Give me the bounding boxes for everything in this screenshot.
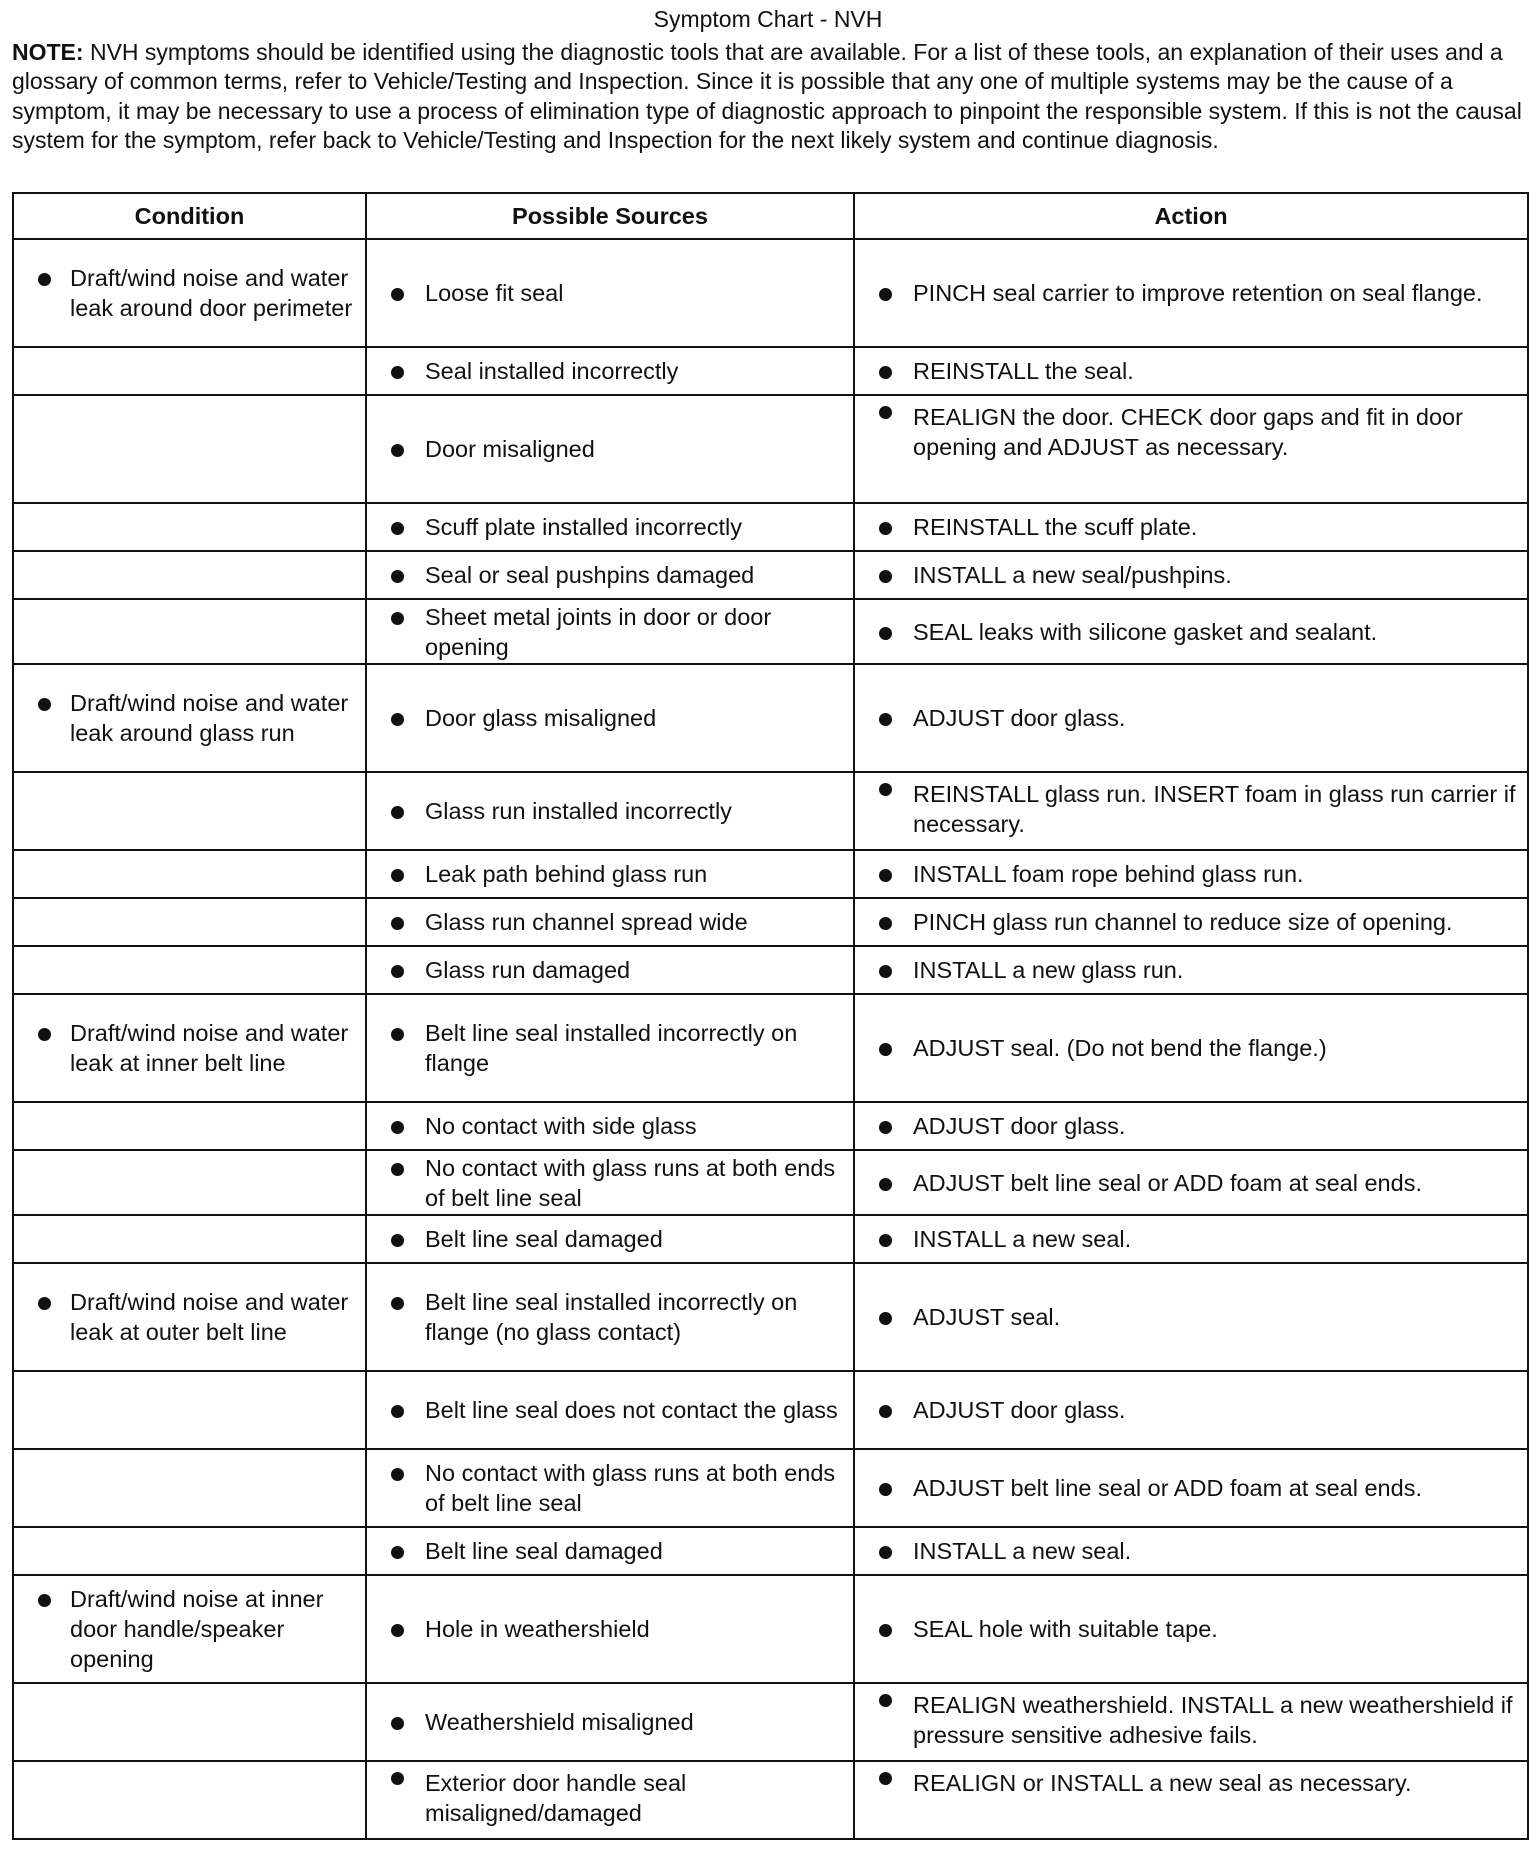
table-row [13,1527,1528,1575]
action-text: ADJUST belt line seal or ADD foam at seal ends. [855,1473,1527,1503]
source-cell [366,1150,854,1215]
condition-text: Draft/wind noise and water leak around glass run [14,688,365,748]
condition-text: Draft/wind noise and water leak at inner belt line [14,1018,365,1078]
symptom-chart-table [12,192,1529,1840]
action-text: ADJUST seal. (Do not bend the flange.) [855,1033,1527,1063]
table-row [13,395,1528,503]
source-cell [366,1449,854,1527]
table-row [13,239,1528,347]
action-text: INSTALL foam rope behind glass run. [855,859,1527,889]
action-text: PINCH seal carrier to improve retention on seal flange. [855,278,1527,308]
condition-cell [13,994,366,1102]
condition-cell [13,395,366,503]
condition-cell [13,1371,366,1449]
table-row [13,1102,1528,1150]
action-text: REINSTALL the seal. [855,356,1527,386]
table-row [13,898,1528,946]
source-text: Exterior door handle seal misaligned/damaged [367,1762,853,1828]
action-text: INSTALL a new glass run. [855,955,1527,985]
condition-cell [13,664,366,772]
action-cell [854,664,1528,772]
source-text: Loose fit seal [367,278,853,308]
source-cell [366,946,854,994]
action-cell [854,395,1528,503]
action-text: ADJUST belt line seal or ADD foam at seal ends. [855,1168,1527,1198]
table-row [13,1449,1528,1527]
source-text: Door misaligned [367,434,853,464]
table-row [13,551,1528,599]
source-text: Belt line seal installed incorrectly on flange (no glass contact) [367,1287,853,1347]
action-text: SEAL hole with suitable tape. [855,1614,1527,1644]
condition-cell [13,1449,366,1527]
source-text: Leak path behind glass run [367,859,853,889]
page-title: Symptom Chart - NVH [653,6,883,32]
source-text: Glass run channel spread wide [367,907,853,937]
source-text: Belt line seal does not contact the glass [367,1395,853,1425]
source-cell [366,239,854,347]
action-text: INSTALL a new seal/pushpins. [855,560,1527,590]
table-row [13,1575,1528,1683]
action-cell [854,1102,1528,1150]
source-cell [366,1761,854,1839]
source-text: Hole in weathershield [367,1614,853,1644]
condition-cell [13,239,366,347]
source-text: Weathershield misaligned [367,1707,853,1737]
action-cell [854,503,1528,551]
source-text: Belt line seal damaged [367,1536,853,1566]
action-text: ADJUST seal. [855,1302,1527,1332]
table-row [13,347,1528,395]
table-row [13,1263,1528,1371]
condition-cell [13,551,366,599]
action-cell [854,1371,1528,1449]
source-cell [366,599,854,664]
condition-text: Draft/wind noise and water leak at outer belt line [14,1287,365,1347]
source-text: Door glass misaligned [367,703,853,733]
source-cell [366,664,854,772]
source-cell [366,1102,854,1150]
action-text: REALIGN the door. CHECK door gaps and fit in door opening and ADJUST as necessary. [855,396,1527,462]
table-row [13,1150,1528,1215]
source-cell [366,1371,854,1449]
action-text: ADJUST door glass. [855,703,1527,733]
source-text: Seal installed incorrectly [367,356,853,386]
table-row [13,664,1528,772]
action-cell [854,946,1528,994]
action-text: REINSTALL the scuff plate. [855,512,1527,542]
action-cell [854,898,1528,946]
table-row [13,1683,1528,1761]
header-possible-sources: Possible Sources [366,193,854,239]
header-condition: Condition [13,193,366,239]
table-row [13,1215,1528,1263]
condition-cell [13,1683,366,1761]
condition-cell [13,1263,366,1371]
source-text: Seal or seal pushpins damaged [367,560,853,590]
source-text: Sheet metal joints in door or door opening [367,602,853,662]
source-text: No contact with glass runs at both ends of belt line seal [367,1153,853,1213]
action-cell [854,850,1528,898]
action-cell [854,1683,1528,1761]
source-cell [366,898,854,946]
note-paragraph [12,38,1527,156]
action-cell [854,239,1528,347]
table-row [13,772,1528,850]
header-action: Action [854,193,1528,239]
action-cell [854,1150,1528,1215]
condition-cell [13,347,366,395]
source-cell [366,1575,854,1683]
condition-cell [13,503,366,551]
action-text: REINSTALL glass run. INSERT foam in glass run carrier if necessary. [855,773,1527,839]
table-row [13,599,1528,664]
table-row [13,994,1528,1102]
action-cell [854,599,1528,664]
note-text: NVH symptoms should be identified using the diagnostic tools that are available. For a list of these tools, an explanation of their uses and a glossary of common terms, refer to Vehicle/Testing and Inspection. Since it is possible that any one of multiple systems may be the cause of a symptom, it may be necessary to use a process of elimination type of diagnostic approach to pinpoint the responsible system. If this is not the causal system for the symptom, refer back to Vehicle/Testing and Inspection for the next likely system and continue diagnosis. [12,39,1522,154]
source-text: Belt line seal installed incorrectly on flange [367,1018,853,1078]
source-cell [366,395,854,503]
action-cell [854,1527,1528,1575]
action-text: REALIGN weathershield. INSTALL a new weathershield if pressure sensitive adhesive fails. [855,1684,1527,1750]
condition-cell [13,599,366,664]
action-cell [854,994,1528,1102]
note-label: NOTE: [12,39,84,65]
action-cell [854,1449,1528,1527]
action-text: ADJUST door glass. [855,1395,1527,1425]
table-row [13,1371,1528,1449]
condition-cell [13,1761,366,1839]
table-row [13,1761,1528,1839]
condition-cell [13,772,366,850]
condition-cell [13,1102,366,1150]
source-text: Scuff plate installed incorrectly [367,512,853,542]
action-cell [854,1575,1528,1683]
source-text: No contact with glass runs at both ends of belt line seal [367,1458,853,1518]
action-text: ADJUST door glass. [855,1111,1527,1141]
condition-cell [13,1215,366,1263]
source-cell [366,994,854,1102]
condition-cell [13,1150,366,1215]
source-cell [366,503,854,551]
action-text: PINCH glass run channel to reduce size of opening. [855,907,1527,937]
condition-cell [13,1527,366,1575]
action-text: INSTALL a new seal. [855,1224,1527,1254]
condition-cell [13,946,366,994]
table-row [13,946,1528,994]
source-cell [366,347,854,395]
source-cell [366,1527,854,1575]
source-cell [366,850,854,898]
table-row [13,850,1528,898]
condition-cell [13,850,366,898]
table-row [13,503,1528,551]
action-text: SEAL leaks with silicone gasket and sealant. [855,617,1527,647]
action-cell [854,772,1528,850]
condition-text: Draft/wind noise at inner door handle/speaker opening [14,1584,365,1674]
source-text: Belt line seal damaged [367,1224,853,1254]
condition-text: Draft/wind noise and water leak around door perimeter [14,263,365,323]
source-text: No contact with side glass [367,1111,853,1141]
action-cell [854,1761,1528,1839]
action-cell [854,1215,1528,1263]
source-cell [366,551,854,599]
table-header-row [13,193,1528,239]
action-text: REALIGN or INSTALL a new seal as necessary. [855,1762,1527,1798]
condition-cell [13,898,366,946]
action-cell [854,551,1528,599]
source-text: Glass run installed incorrectly [367,796,853,826]
action-cell [854,1263,1528,1371]
source-cell [366,1215,854,1263]
source-text: Glass run damaged [367,955,853,985]
action-cell [854,347,1528,395]
action-text: INSTALL a new seal. [855,1536,1527,1566]
source-cell [366,1683,854,1761]
condition-cell [13,1575,366,1683]
source-cell [366,1263,854,1371]
source-cell [366,772,854,850]
